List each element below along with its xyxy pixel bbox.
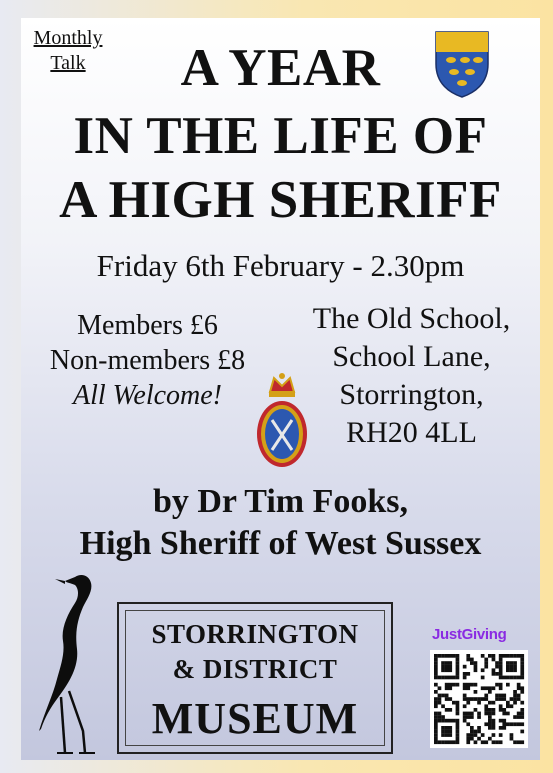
address-line-1: The Old School,	[312, 302, 511, 335]
address-line-3: Storrington,	[339, 378, 484, 411]
justgiving-logo[interactable]: JustGiving	[432, 626, 507, 643]
address-line-4: RH20 4LL	[346, 416, 477, 449]
museum-line-2: & DISTRICT	[172, 654, 338, 684]
speaker-line-2: High Sheriff of West Sussex	[79, 525, 482, 562]
museum-sign	[117, 602, 393, 754]
monthly-label-line-1: Monthly	[33, 27, 103, 49]
title-line-1: A YEAR	[180, 39, 381, 97]
non-members-price: Non-members £8	[49, 345, 246, 376]
title-line-3: A HIGH SHERIFF	[59, 171, 502, 229]
address-line-2: School Lane,	[332, 340, 491, 373]
museum-line-3: MUSEUM	[151, 694, 359, 743]
poster	[21, 18, 540, 760]
heron-silhouette-icon	[35, 571, 107, 756]
title-line-2: IN THE LIFE OF	[73, 107, 488, 165]
monthly-label-line-2: Talk	[50, 52, 86, 74]
members-price: Members £6	[77, 310, 218, 341]
speaker-line-1: by Dr Tim Fooks,	[152, 483, 409, 520]
qr-code-icon[interactable]	[430, 650, 528, 748]
venue-address	[283, 300, 540, 452]
prices-block	[21, 308, 274, 413]
museum-line-1: STORRINGTON	[151, 619, 359, 649]
all-welcome: All Welcome!	[72, 380, 223, 411]
event-date: Friday 6th February - 2.30pm	[96, 248, 465, 283]
